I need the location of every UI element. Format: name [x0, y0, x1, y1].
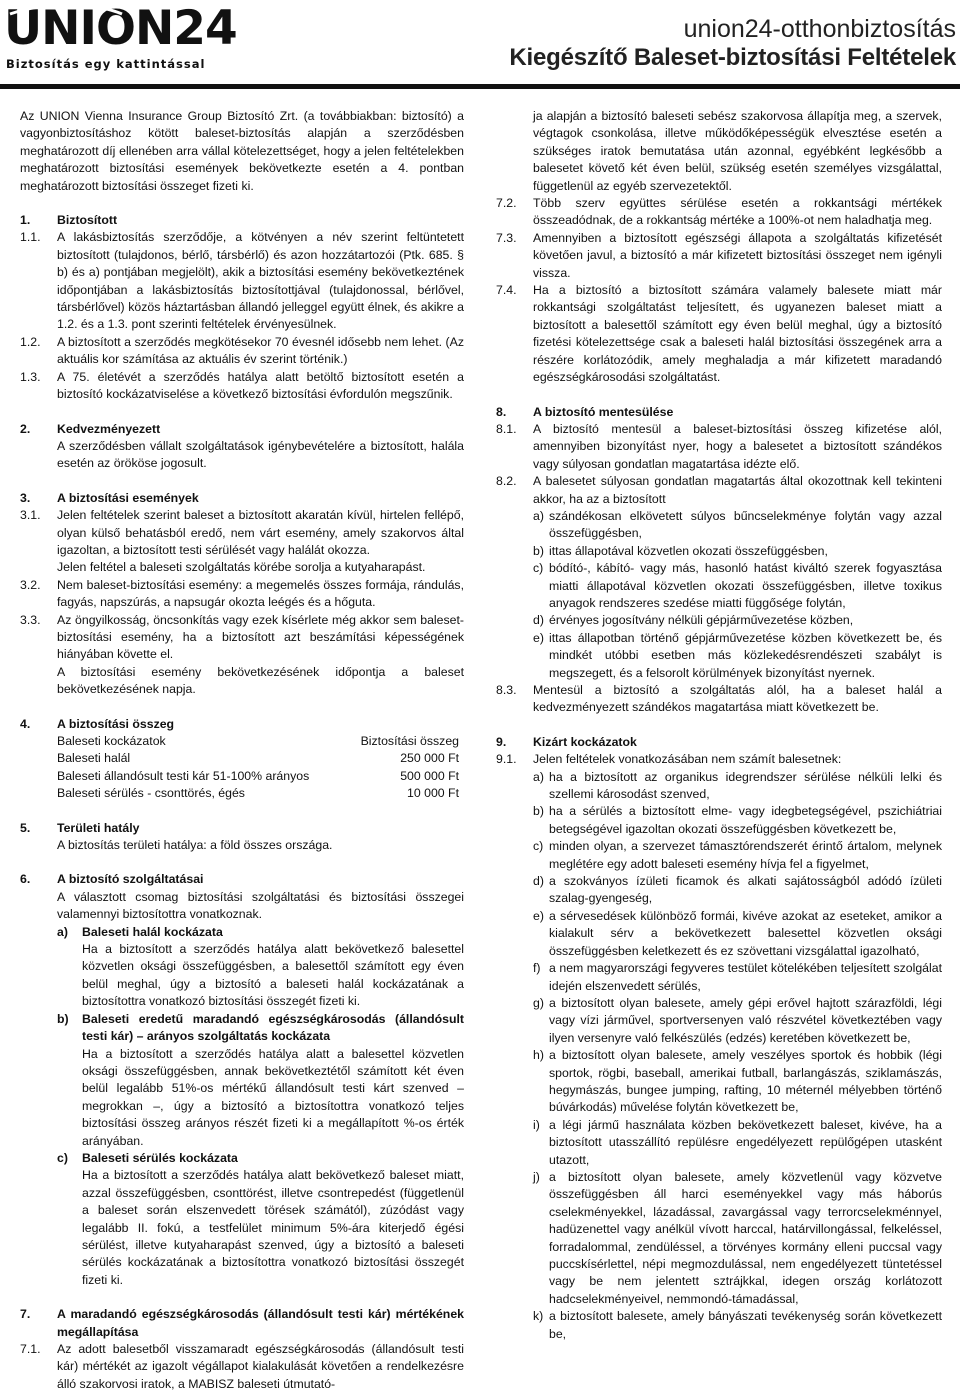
left-column — [20, 108, 464, 1393]
subsection-6-b-text: Ha a biztosított a szerződés hatálya alatt a balesettel közvetlen oksági összefüggésben, annak bekövetkeztétől számított két éven belül legalább 51%-os mértékű állandósult testi kárt szenved – megrokkan –, úgy a biztosító a biztosítottra vonatkozó teljes biztosítási összeg arányos részét fizeti ki a megállapított %-os érték arányában. — [82, 1046, 464, 1148]
section-6-text: A választott csomag biztosítási szolgáltatási és biztosítási összegei valamennyi biztosítottra vonatkoznak. — [57, 889, 464, 922]
list-item: a) szándékosan elkövetett súlyos bűncselekménye folytán vagy azzal összefüggésben, — [533, 508, 942, 541]
clause-7-3: 7.3. Amennyiben a biztosított egészségi állapota a szolgáltatás kifizetését követően javul, a biztosító a már kifizetett biztosítási összeget nem igényli vissza. — [496, 230, 942, 280]
list-item: e) ittas állapotban történő gépjárművezetése közben következett be, és mindkét utóbbi esetben más közlekedésrendészeti szabályt is megszegett, és a felsorolt körülmények bizonyítást nyernek. — [533, 630, 942, 680]
sum-row: Baleseti halál 250 000 Ft — [57, 751, 459, 766]
list-item: g) a biztosított olyan balesete, amely gépi erővel hajtott szárazföldi, légi vagy vízi járművel, sportversenyen való részvétel következtében vagy ilyen versenyre való felkészülés (edzés) keretében következett be, — [533, 995, 942, 1045]
subsection-6-a-heading: a) Baleseti halál kockázata — [57, 924, 223, 939]
union24-logo — [4, 1, 254, 84]
clause-1-1: 1.1. A lakásbiztosítás szerződője, a kötvényen a név szerint feltüntetett biztosított (tulajdonos, bérlő, társbérlő) és azon hozzátartozói (Ptk. 685. § b) és a) pontjában megjelölt), akik a biztosítási esemény bekövetkeztének időpontjában a lakásbiztosítás biztosítottjával (tulajdonossal, bérlővel, társbérlővel) közös háztartásban állandó jelleggel együtt élnek, és akikre a 1.2. és a 1.3. pont szerinti feltételek érvényesülnek. — [20, 230, 464, 332]
sum-col-amount: Biztosítási összeg — [360, 734, 459, 748]
logo-arc-icon — [4, 1, 254, 64]
intro-paragraph: Az UNION Vienna Insurance Group Biztosító Zrt. (a továbbiakban: biztosító) a vagyonbiztosításhoz kötött baleset-biztosítás alapján a szerződésben meghatározott díj ellenében arra vállal kötelezettséget, hogy a jelen feltételekben meghatározott biztosítási események bekövetkezte esetén a 4. pontban meghatározott biztosítási összeget fizeti ki. — [20, 109, 464, 193]
list-item: f) a nem magyarországi fegyveres testület kötelékében teljesített szolgálat idején elszenvedett sérülés, — [533, 961, 942, 993]
subsection-6-c-text: Ha a biztosított a szerződés hatálya alatt bekövetkező baleset miatt, azzal összefüggésben, csonttörést, illetve csontrepedést (függetlenül a baleset során elszenvedett törések számától), zúzódást vagy legalább II. fokú, a testfelület minimum 5%-ára kiterjedő égési sérülést, illetve kutyaharapást szenved, úgy a biztosító a baleseti sérülés kockázatának a biztosítottra vonatkozó biztosítási összegét fizeti ki. — [82, 1168, 464, 1287]
section-2-heading: 2. Kedvezményezett — [20, 421, 161, 436]
clause-3-2: 3.2. Nem baleset-biztosítási esemény: a megemelés összes formája, rándulás, fagyás, napszúrás, a napsugár okozta leégés és a hőguta. — [20, 577, 464, 610]
sum-row: Baleseti sérülés - csonttörés, égés 10 000 Ft — [57, 786, 459, 801]
logo-wordmark: UNION24 — [4, 1, 237, 56]
list-item: i) a légi jármű használata közben bekövetkezett baleset, kivéve, ha a biztosított utasszállító repülésre engedélyezett repülőgépen utasként utazott, — [533, 1117, 942, 1167]
list-item: k) a biztosított balesete, amely bányászati tevékenység során következett be, — [533, 1309, 942, 1341]
sum-row: Baleseti állandósult testi kár 51-100% arányos 500 000 Ft — [57, 768, 459, 783]
list-item: c) minden olyan, a szervezet támasztórendszerét érintő ártalom, melynek meglétére egy adott baleseti esemény hívja fel a figyelmet, — [533, 839, 942, 871]
subsection-6-c-heading: c) Baleseti sérülés kockázata — [57, 1150, 238, 1165]
clause-8-3: 8.3. Mentesül a biztosító a szolgáltatás alól, ha a baleset halál a kedvezményezett szándékos magatartása miatt következett be. — [496, 683, 942, 715]
right-column — [496, 108, 942, 1343]
clause-8-1: 8.1. A biztosító mentesül a baleset-biztosítási összeg kifizetése alól, amennyiben bizonyítást nyer, hogy a balesetet a biztosított szándékos vagy súlyosan gondatlan magatartása idézte elő. — [496, 421, 942, 471]
subsection-6-b-heading: b) Baleseti eredetű maradandó egészségkárosodás (állandósult testi kár) – arányos szolgáltatás kockázata — [57, 1011, 464, 1044]
clause-3-1: 3.1. Jelen feltételek szerint baleset a biztosított akaratán kívül, hirtelen fellépő, olyan külső behatásból eredő, nem várt esemény, amely szakorvos által igazoltan, a biztosított testi sérülését vagy halálát okozza. — [20, 508, 464, 557]
list-item: c) bódító-, kábító- vagy más, hasonló hatást kiváltó szerek fogyasztása miatti állapotával közvetlen okozati összefüggésben, illetve toxikus anyagok rendszeres szedése miatti függősége folytán, — [533, 561, 942, 610]
clause-1-2: 1.2. A biztosított a szerződés megkötésekor 70 évesnél idősebb nem lehet. (Az aktuális kor számítása az aktuális év szerint történik.) — [20, 334, 464, 367]
section-5-text: A biztosítás területi hatálya: a föld összes országa. — [57, 838, 333, 853]
section-7-heading: 7. A maradandó egészségkárosodás (állandósult testi kár) mértékének megállapítása — [20, 1307, 464, 1339]
section-8-heading: 8. A biztosító mentesülése — [496, 404, 674, 419]
clause-3-3-note: A biztosítási esemény bekövetkezésének időpontja a baleset bekövetkezésének napja. — [57, 664, 464, 697]
clause-7-2: 7.2. Több szerv együttes sérülése esetén a rokkantsági mértékek összeadódnak, de a rokkantság mértéke a 100%-ot nem haladhatja meg. — [496, 196, 942, 228]
list-item: b) ha a sérülés a biztosított elme- vagy idegbetegségével, pszichiátriai betegségével igazoltan okozati összefüggésben következett be, — [533, 804, 942, 836]
sum-table-header — [20, 733, 459, 750]
section-9-heading: 9. Kizárt kockázatok — [496, 734, 637, 749]
document-title: Kiegészítő Baleset-biztosítási Feltételek — [509, 44, 956, 71]
document-title-block — [509, 14, 956, 72]
section-1-heading: 1. Biztosított — [20, 213, 118, 228]
clause-7-1-continued: ja alapján a biztosító baleseti sebész szakorvosa állapítja meg, a szervek, végtagok csonkolása, illetve működőképességük elvesztése esetén a szükséges iratok bemutatása után azonnal, egyébként legkésőbb a balesetet követő két éven belül, szükség esetén személyes vizsgálattal, függetlenül az egyéb szervezetektől. — [533, 109, 942, 193]
list-item: e) a sérvesedések különböző formái, kivéve azokat az eseteket, amikor a kialakult sérv a bekövetkezett balesettel közvetlen oksági összefüggésben keletkezett és ez szövettani vizsgálattal igazolható, — [533, 908, 942, 958]
section-6-heading: 6. A biztosító szolgáltatásai — [20, 872, 204, 887]
list-item: j) a biztosított olyan balesete, amely közvetlenül vagy közvetve összefüggésben áll harci eseményekkel vagy más háborús cselekményekkel, lázadással, zavargással vagy terrorcselekménnyel, hadüzenettel vagy anélkül vívott harccal, határvillongással, felkeléssel, forradalommal, zendüléssel, a törvényes kormány elleni puccsal vagy puccskísérlettel, népi megmozdulással, nem engedélyezett tüntetéssel vagy be nem jelentett sztrájkkal, idegen ország korlátozott hadcselekményeivel, nemmondó-támadással, — [533, 1169, 942, 1306]
clause-9-1: 9.1. Jelen feltételek vonatkozásában nem számít balesetnek: — [496, 752, 842, 767]
list-item: d) a szokványos ízületi ficamok és alkati sajátosságból adódó ízületi szalag-gyengeség, — [533, 874, 942, 906]
clause-7-4: 7.4. Ha a biztosító a biztosított számára valamely balesete miatt már rokkantsági szolgáltatást teljesített, és ugyanezen baleset miatt a biztosított a balesettől számított egy éven belül meghal, úgy a biztosító fizetési kötelezettsége csak a baleseti halál biztosítási összegének arra a részére korlátozódik, amely meghaladja a már kifizetett maradandó egészségkárosodási szolgáltatást. — [496, 283, 942, 385]
list-item: a) ha a biztosított az organikus idegrendszer sérülése nélküli lelki és szellemi károsodást szenved, — [533, 769, 942, 802]
page-header — [0, 0, 960, 92]
clause-3-3: 3.3. Az öngyilkosság, öncsonkítás vagy ezek kísérlete még akkor sem baleset-biztosítási esemény, ha a biztosított azt beszámítási képességének hiányában követte el. — [20, 612, 464, 662]
section-3-heading: 3. A biztosítási események — [20, 490, 199, 505]
section-4-heading: 4. A biztosítási összeg — [20, 716, 175, 731]
logo-tagline: Biztosítás egy kattintással — [6, 57, 206, 71]
list-item: d) érvényes jogosítvány nélküli gépjárművezetése közben, — [533, 613, 854, 628]
header-rule — [0, 84, 960, 89]
section-5-heading: 5. Területi hatály — [20, 820, 140, 835]
clause-7-1: 7.1. Az adott balesetből visszamaradt egészségkárosodás (állandósult testi kár) mértékét az igazolt végállapot kialakulását követően a rendelkezésre álló szakorvosi iratok, a MABISZ baleseti útmutató- — [20, 1342, 464, 1391]
subsection-6-a-text: Ha a biztosított a szerződés hatálya alatt bekövetkező balesettel közvetlen oksági összefüggésben, a balesettől számított egy éven belül meghal, úgy a biztosító a baleseti halál kockázatának a biztosítottra vonatkozó biztosítási összegét fizeti ki. — [82, 942, 464, 1009]
list-item: h) a biztosított olyan balesete, amely veszélyes sportok és hobbik (légi sportok, rögbi, baseball, amerikai futball, barlangászás, sziklamászás, hegymászás, bungee jumping, rafting, 10 méternél mélyebben történő búvárkodás) művelése folytán következett be, — [533, 1048, 942, 1115]
clause-8-2: 8.2. A balesetet súlyosan gondatlan magatartás által okozottnak kell tekinteni akkor, ha az a biztosított — [496, 474, 942, 506]
clause-1-3: 1.3. A 75. életévét a szerződés hatálya alatt betöltő biztosított esetén a biztosító kockázatviselése a következő biztosítási évfordulón megszűnik. — [20, 369, 464, 402]
clause-3-1-note: Jelen feltétel a baleseti szolgáltatás körébe sorolja a kutyaharapást. — [57, 560, 426, 575]
list-item: b) ittas állapotával közvetlen okozati összefüggésben, — [533, 543, 828, 558]
section-2-text: A szerződésben vállalt szolgáltatások igénybevételére a biztosított, halála esetén az örököse jogosult. — [57, 438, 464, 471]
sum-col-risk: Baleseti kockázatok — [57, 734, 166, 748]
product-title: union24-otthonbiztosítás — [683, 15, 956, 43]
